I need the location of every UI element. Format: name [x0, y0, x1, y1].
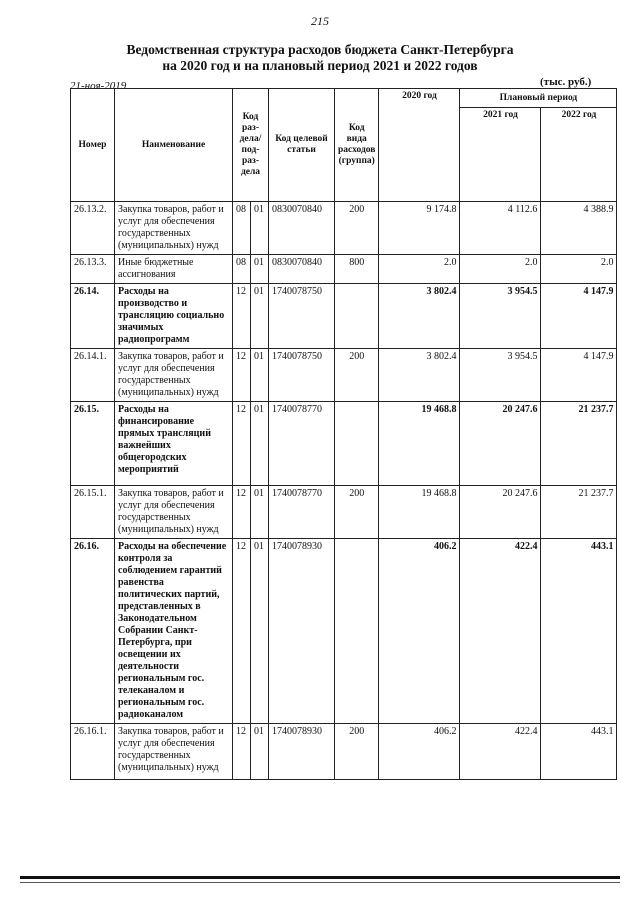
row-podrazdel: 01 — [251, 202, 269, 255]
row-value-2021: 422.4 — [460, 539, 541, 724]
row-razdel: 12 — [233, 402, 251, 486]
header-name: Наименование — [115, 89, 233, 202]
row-vid-code: 200 — [335, 486, 379, 539]
row-number: 26.14. — [71, 284, 115, 349]
row-podrazdel: 01 — [251, 284, 269, 349]
row-razdel: 12 — [233, 349, 251, 402]
row-vid-code — [335, 402, 379, 486]
row-podrazdel: 01 — [251, 486, 269, 539]
row-razdel: 08 — [233, 202, 251, 255]
row-value-2022: 21 237.7 — [541, 402, 617, 486]
row-name: Иные бюджетные ассигнования — [115, 255, 233, 284]
row-vid-code: 800 — [335, 255, 379, 284]
row-name: Закупка товаров, работ и услуг для обеспечения государственных (муниципальных) нужд — [115, 486, 233, 539]
row-name: Закупка товаров, работ и услуг для обеспечения государственных (муниципальных) нужд — [115, 202, 233, 255]
row-value-2020: 3 802.4 — [379, 349, 460, 402]
row-vid-code: 200 — [335, 724, 379, 780]
header-2020: 2020 год — [379, 89, 460, 202]
row-target-code: 1740078930 — [269, 724, 335, 780]
row-podrazdel: 01 — [251, 255, 269, 284]
row-value-2021: 4 112.6 — [460, 202, 541, 255]
row-value-2020: 406.2 — [379, 539, 460, 724]
footer-rule-thin — [20, 882, 620, 883]
row-name: Закупка товаров, работ и услуг для обеспечения государственных (муниципальных) нужд — [115, 349, 233, 402]
document-date: 21-ноя-2019 — [70, 80, 127, 92]
row-value-2021: 20 247.6 — [460, 402, 541, 486]
table-row — [71, 724, 617, 780]
row-target-code: 1740078750 — [269, 349, 335, 402]
row-target-code: 0830070840 — [269, 202, 335, 255]
row-target-code: 1740078770 — [269, 486, 335, 539]
row-number: 26.15.1. — [71, 486, 115, 539]
row-value-2022: 2.0 — [541, 255, 617, 284]
title-line-1: Ведомственная структура расходов бюджета Санкт-Петербурга — [126, 42, 514, 57]
row-podrazdel: 01 — [251, 724, 269, 780]
header-razdel: Код раз-дела/ под-раз-дела — [233, 89, 269, 202]
row-value-2022: 4 147.9 — [541, 284, 617, 349]
footer-rule — [20, 876, 620, 879]
row-razdel: 12 — [233, 284, 251, 349]
table-body — [71, 202, 617, 780]
page-number: 215 — [311, 14, 329, 28]
row-podrazdel: 01 — [251, 349, 269, 402]
table-row — [71, 402, 617, 486]
row-value-2020: 3 802.4 — [379, 284, 460, 349]
row-name: Расходы на производство и трансляцию социально значимых радиопрограмм — [115, 284, 233, 349]
table-row — [71, 539, 617, 724]
row-target-code: 1740078750 — [269, 284, 335, 349]
header-target: Код целевой статьи — [269, 89, 335, 202]
row-name: Расходы на обеспечение контроля за соблюдением гарантий равенства политических партий, представленных в Законодательном Собрании Санкт-Петербурга, при освещении их деятельности региональным гос. телеканалом и региональным гос. радиоканалом — [115, 539, 233, 724]
row-razdel: 12 — [233, 486, 251, 539]
row-vid-code: 200 — [335, 202, 379, 255]
table-row — [71, 486, 617, 539]
row-value-2020: 2.0 — [379, 255, 460, 284]
row-target-code: 1740078930 — [269, 539, 335, 724]
row-value-2021: 20 247.6 — [460, 486, 541, 539]
row-razdel: 08 — [233, 255, 251, 284]
table-row — [71, 255, 617, 284]
row-value-2020: 9 174.8 — [379, 202, 460, 255]
row-value-2020: 406.2 — [379, 724, 460, 780]
row-value-2020: 19 468.8 — [379, 486, 460, 539]
units-label: (тыс. руб.) — [540, 76, 592, 88]
row-value-2022: 4 388.9 — [541, 202, 617, 255]
row-number: 26.16. — [71, 539, 115, 724]
row-value-2021: 422.4 — [460, 724, 541, 780]
row-value-2021: 3 954.5 — [460, 349, 541, 402]
row-number: 26.14.1. — [71, 349, 115, 402]
row-name: Закупка товаров, работ и услуг для обеспечения государственных (муниципальных) нужд — [115, 724, 233, 780]
row-vid-code — [335, 539, 379, 724]
row-podrazdel: 01 — [251, 539, 269, 724]
row-value-2022: 443.1 — [541, 539, 617, 724]
row-vid-code: 200 — [335, 349, 379, 402]
row-target-code: 1740078770 — [269, 402, 335, 486]
table-row — [71, 202, 617, 255]
row-value-2022: 4 147.9 — [541, 349, 617, 402]
row-target-code: 0830070840 — [269, 255, 335, 284]
row-razdel: 12 — [233, 539, 251, 724]
document-title — [0, 42, 640, 74]
row-value-2022: 21 237.7 — [541, 486, 617, 539]
header-vid: Код вида расходов (группа) — [335, 89, 379, 202]
header-2022: 2022 год — [541, 108, 617, 202]
header-nomer: Номер — [71, 89, 115, 202]
title-line-2: на 2020 год и на плановый период 2021 и 2022 годов — [162, 58, 478, 73]
row-number: 26.15. — [71, 402, 115, 486]
row-number: 26.13.3. — [71, 255, 115, 284]
row-vid-code — [335, 284, 379, 349]
row-value-2021: 2.0 — [460, 255, 541, 284]
row-number: 26.13.2. — [71, 202, 115, 255]
header-planned: Плановый период — [460, 89, 617, 108]
row-name: Расходы на финансирование прямых трансляций важнейших общегородских мероприятий — [115, 402, 233, 486]
header-2021: 2021 год — [460, 108, 541, 202]
row-value-2022: 443.1 — [541, 724, 617, 780]
row-value-2020: 19 468.8 — [379, 402, 460, 486]
row-number: 26.16.1. — [71, 724, 115, 780]
row-value-2021: 3 954.5 — [460, 284, 541, 349]
row-razdel: 12 — [233, 724, 251, 780]
row-podrazdel: 01 — [251, 402, 269, 486]
budget-table — [70, 88, 617, 780]
table-row — [71, 349, 617, 402]
table-row — [71, 284, 617, 349]
